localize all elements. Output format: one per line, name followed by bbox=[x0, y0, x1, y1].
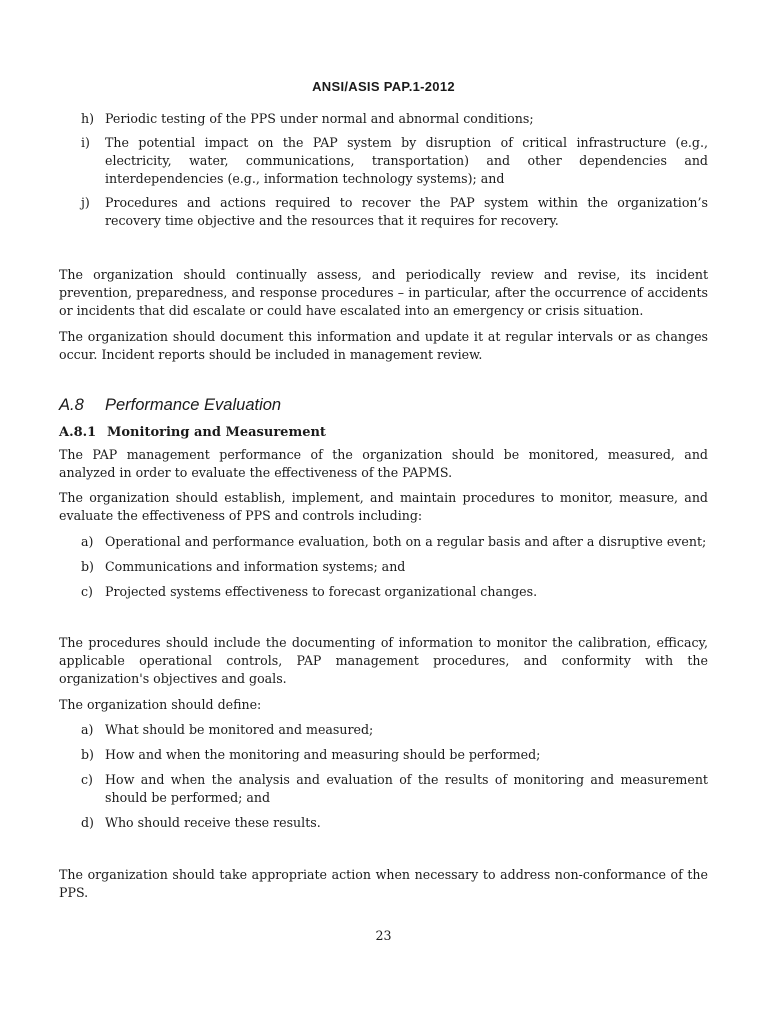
list-text: Communications and information systems; and bbox=[105, 559, 406, 574]
document-header: ANSI/ASIS PAP.1-2012 bbox=[312, 79, 455, 94]
list-item bbox=[59, 533, 708, 551]
paragraph-text: The organization should define: bbox=[59, 697, 262, 712]
list-marker: b) bbox=[81, 559, 94, 574]
section-heading bbox=[59, 396, 281, 414]
paragraph-text: The procedures should include the documenting of information to monitor the calibration, efficacy, applicable operational controls, PAP management procedures, and conformity with the organization's objectives and goals. bbox=[59, 635, 708, 686]
list-item bbox=[59, 771, 708, 807]
list-text: The potential impact on the PAP system by disruption of critical infrastructure (e.g., electricity, water, communications, transportation) and other dependencies and interdependencies (e.g., information technology systems); and bbox=[105, 135, 708, 186]
section-title: Performance Evaluation bbox=[105, 396, 282, 414]
subsection-title: Monitoring and Measurement bbox=[107, 425, 326, 440]
list-text: Projected systems effectiveness to forecast organizational changes. bbox=[105, 584, 538, 599]
list-marker: h) bbox=[81, 111, 95, 126]
paragraph bbox=[59, 489, 708, 525]
list-marker: d) bbox=[81, 815, 94, 830]
list-text: Periodic testing of the PPS under normal and abnormal conditions; bbox=[105, 111, 534, 126]
paragraph-text: The organization should continually assess, and periodically review and revise, its incident prevention, preparedness, and response procedures – in particular, after the occurrence of accidents or incidents that did escalate or could have escalated into an emergency or crisis situation. bbox=[59, 267, 708, 318]
list-text: Who should receive these results. bbox=[105, 815, 321, 830]
list-text: How and when the analysis and evaluation of the results of monitoring and measurement should be performed; and bbox=[105, 772, 708, 805]
list-text: What should be monitored and measured; bbox=[105, 722, 374, 737]
document-page bbox=[59, 0, 708, 1024]
paragraph bbox=[59, 634, 708, 688]
paragraph bbox=[59, 866, 708, 902]
paragraph bbox=[59, 266, 708, 320]
paragraph bbox=[59, 696, 708, 714]
list-item bbox=[59, 814, 708, 832]
paragraph bbox=[59, 328, 708, 364]
list-marker: a) bbox=[81, 722, 94, 737]
list-item bbox=[59, 558, 708, 576]
list-marker: j) bbox=[81, 195, 90, 210]
list-mid bbox=[59, 533, 708, 601]
section-number: A.8 bbox=[59, 396, 84, 414]
list-text: Operational and performance evaluation, both on a regular basis and after a disruptive event; bbox=[105, 534, 707, 549]
list-marker: i) bbox=[81, 135, 90, 150]
list-item bbox=[59, 583, 708, 601]
list-marker: c) bbox=[81, 584, 93, 599]
list-item bbox=[59, 194, 708, 230]
list-marker: a) bbox=[81, 534, 94, 549]
list-text: How and when the monitoring and measuring should be performed; bbox=[105, 747, 541, 762]
list-marker: c) bbox=[81, 772, 93, 787]
subsection-heading bbox=[59, 424, 326, 442]
list-bottom bbox=[59, 721, 708, 832]
paragraph-text: The organization should take appropriate action when necessary to address non-conformance of the PPS. bbox=[59, 867, 708, 900]
list-item bbox=[59, 134, 708, 188]
paragraph bbox=[59, 446, 708, 482]
paragraph-text: The PAP management performance of the organization should be monitored, measured, and analyzed in order to evaluate the effectiveness of the PAPMS. bbox=[59, 447, 708, 480]
list-marker: b) bbox=[81, 747, 94, 762]
paragraph-text: The organization should establish, implement, and maintain procedures to monitor, measure, and evaluate the effectiveness of PPS and controls including: bbox=[59, 490, 708, 523]
list-item bbox=[59, 110, 708, 128]
list-top bbox=[59, 110, 708, 230]
paragraph-text: The organization should document this information and update it at regular intervals or as changes occur. Incident reports should be included in management review. bbox=[59, 329, 708, 362]
subsection-number: A.8.1 bbox=[59, 425, 97, 440]
list-text: Procedures and actions required to recover the PAP system within the organization’s recovery time objective and the resources that it requires for recovery. bbox=[105, 195, 708, 228]
list-item bbox=[59, 721, 708, 739]
page-number: 23 bbox=[375, 928, 392, 943]
list-item bbox=[59, 746, 708, 764]
